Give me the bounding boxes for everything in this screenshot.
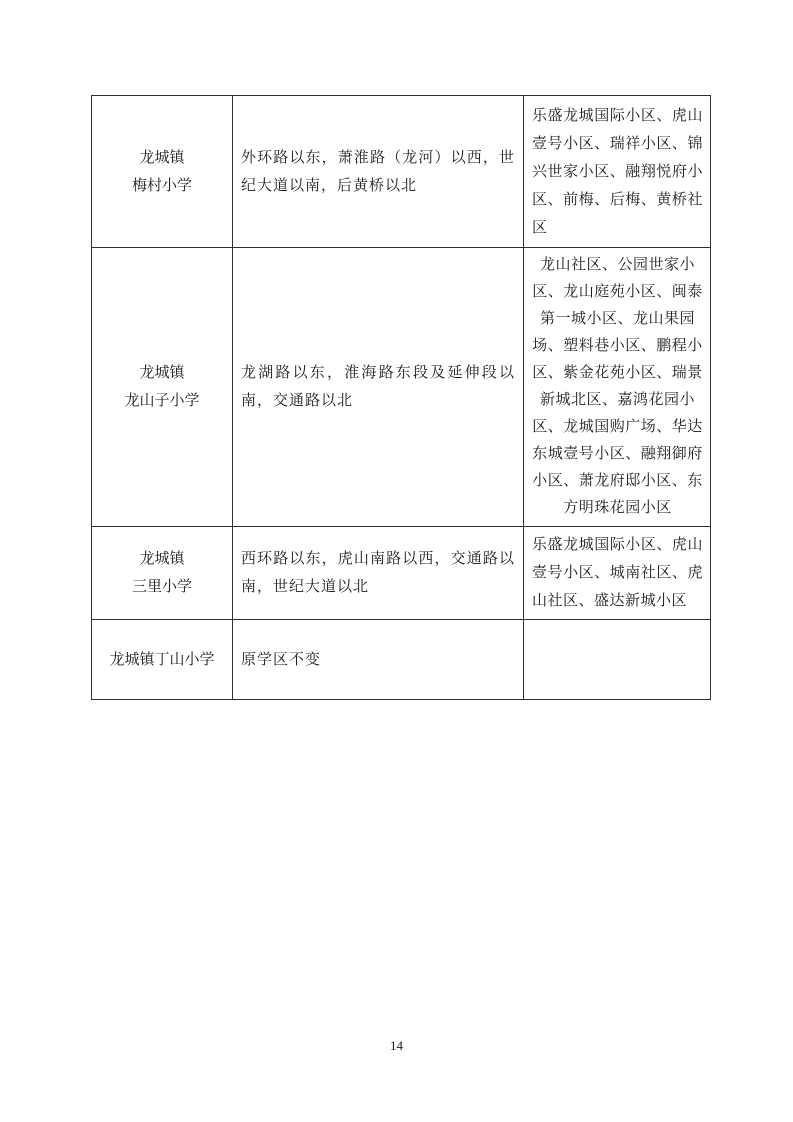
school-name-cell bbox=[92, 527, 233, 620]
table-row bbox=[92, 96, 711, 248]
boundary-cell: 外环路以东，萧淮路（龙河）以西，世纪大道以南，后黄桥以北 bbox=[233, 96, 524, 248]
communities-cell: 乐盛龙城国际小区、虎山壹号小区、瑞祥小区、锦兴世家小区、融翔悦府小区、前梅、后梅、黄桥社区 bbox=[524, 96, 711, 248]
communities-cell: 乐盛龙城国际小区、虎山壹号小区、城南社区、虎山社区、盛达新城小区 bbox=[524, 527, 711, 620]
school-name-line: 龙城镇 bbox=[139, 149, 185, 166]
table-row bbox=[92, 248, 711, 527]
table-row bbox=[92, 620, 711, 700]
boundary-cell: 原学区不变 bbox=[233, 620, 524, 700]
boundary-cell: 龙湖路以东，淮海路东段及延伸段以南，交通路以北 bbox=[233, 248, 524, 527]
school-name-line: 三里小学 bbox=[131, 579, 192, 595]
boundary-cell: 西环路以东，虎山南路以西，交通路以南，世纪大道以北 bbox=[233, 527, 524, 620]
school-name-line: 龙城镇 bbox=[139, 551, 185, 567]
school-name-line: 龙城镇丁山小学 bbox=[109, 651, 215, 668]
page-number: 14 bbox=[390, 1038, 403, 1053]
school-name-line: 龙山子小学 bbox=[124, 393, 200, 409]
school-name-cell bbox=[92, 96, 233, 248]
school-name-cell bbox=[92, 248, 233, 527]
table-row bbox=[92, 527, 711, 620]
school-district-table bbox=[91, 95, 711, 700]
school-name-line: 龙城镇 bbox=[139, 365, 185, 381]
school-name-line: 梅村小学 bbox=[131, 177, 192, 194]
communities-cell bbox=[524, 620, 711, 700]
school-name-cell bbox=[92, 620, 233, 700]
communities-cell: 龙山社区、公园世家小区、龙山庭苑小区、闽泰第一城小区、龙山果园场、塑料巷小区、鹏程小区、紫金花苑小区、瑞景新城北区、嘉鸿花园小区、龙城国购广场、华达东城壹号小区、融翔御府小区、萧龙府邸小区、东方明珠花园小区 bbox=[524, 248, 711, 527]
